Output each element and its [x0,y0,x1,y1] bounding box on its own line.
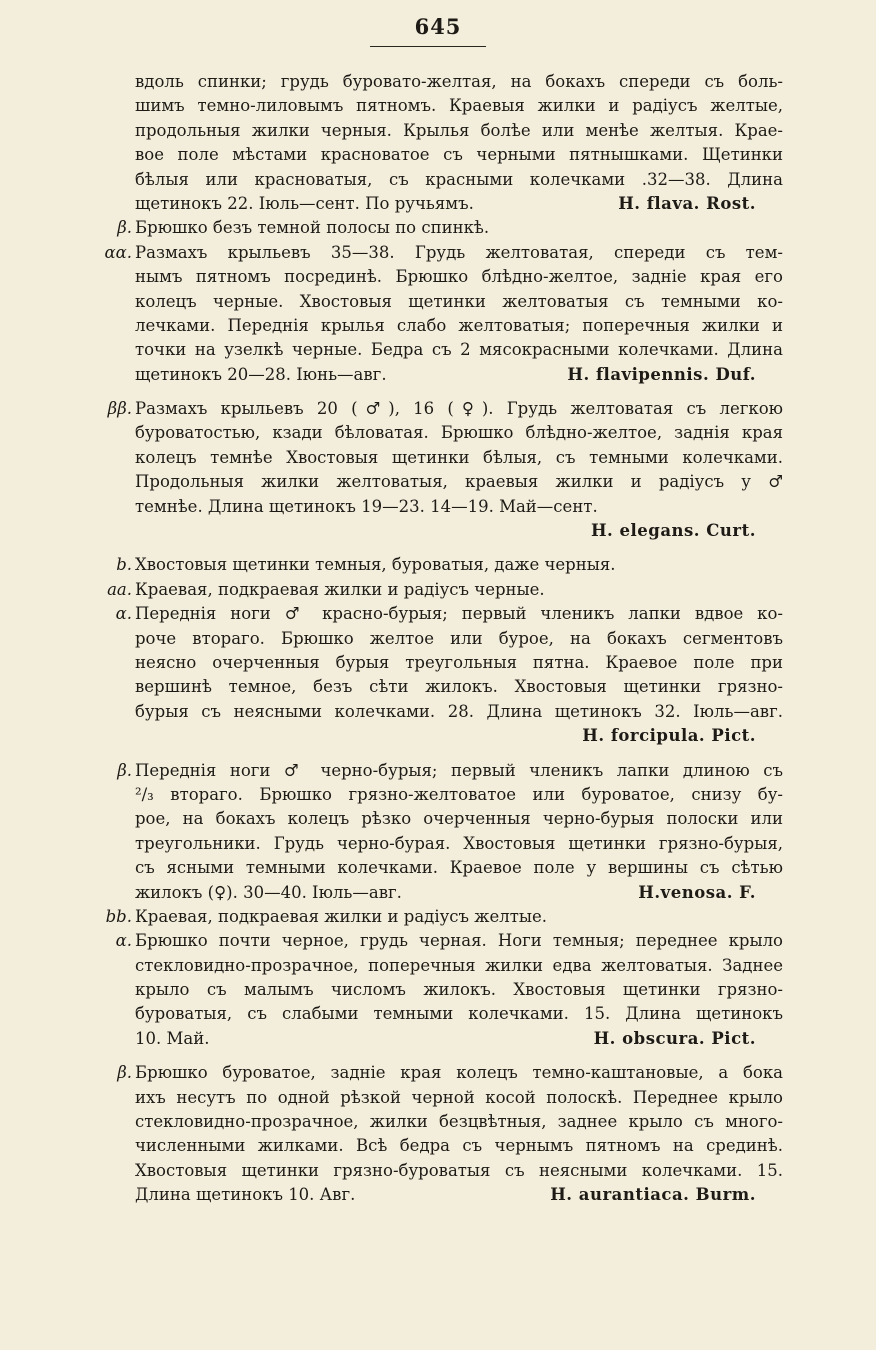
page-number: 645 [414,14,462,39]
paragraph-gap [0,749,876,759]
key-marker: α. [115,604,132,624]
text-line [0,832,876,856]
line-text: лечками. Переднія крылья слабо желтоватыя; поперечныя жилки и [135,315,783,335]
line-text: жилокъ (♀). 30—40. Іюль—авг. [135,882,402,902]
text-line [0,290,876,314]
text-line [0,314,876,338]
text-line [0,700,876,724]
line-text: 10. Май. [135,1028,210,1048]
text-line [0,119,876,143]
line-text: неясно очерченныя бурыя треугольныя пятна. Краевое поле при [135,652,783,672]
text-line [0,421,876,445]
key-marker: b. [116,555,132,575]
text-line [0,1086,876,1110]
line-text: вершинѣ темное, безъ сѣти жилокъ. Хвостовыя щетинки грязно- [135,677,783,697]
text-line [0,856,876,880]
key-marker: ββ. [107,399,132,419]
text-line [0,651,876,675]
line-text: съ ясными темными колечками. Краевое поле у вершины съ сѣтью [135,858,783,878]
text-line [0,94,876,118]
text-line [0,1134,876,1158]
species-name: H. forcipula. Pict. [582,726,756,746]
line-text: Размахъ крыльевъ 20 (♂), 16 (♀). Грудь желтоватая съ легкою [135,399,783,419]
text-line [0,168,876,192]
text-line [0,978,876,1002]
text-line [0,627,876,651]
line-text: численными жилками. Всѣ бедра съ чернымъ пятномъ на срединѣ. [135,1136,783,1156]
key-marker: β. [117,218,132,238]
line-text: колецъ темнѣе Хвостовыя щетинки бѣлыя, съ темными колечками. [135,447,783,467]
text-line [0,241,876,265]
text-line [0,578,876,602]
line-text: Хвостовыя щетинки грязно-буроватыя съ неясными колечками. 15. [135,1160,783,1180]
text-line [0,881,876,905]
text-line [0,338,876,362]
line-text: ²/₃ втораго. Брюшко грязно-желтоватое или буроватое, снизу бу- [135,784,783,804]
line-text: ихъ несутъ по одной рѣзкой черной косой полоскѣ. Переднее крыло [135,1087,783,1107]
text-line [0,1110,876,1134]
text-line [0,807,876,831]
document-body [0,70,876,1208]
species-name: H. obscura. Pict. [593,1028,756,1048]
text-line [0,759,876,783]
text-line [0,905,876,929]
line-text: точки на узелкѣ черные. Бедра съ 2 мясокрасными колечками. Длина [135,340,783,360]
text-line [0,1159,876,1183]
text-line [0,70,876,94]
line-text: Краевая, подкраевая жилки и радіусъ черные. [135,579,545,599]
line-text: Брюшко буроватое, задніе края колецъ темно-каштановые, а бока [135,1063,783,1083]
text-line [0,446,876,470]
key-marker: аа. [107,579,132,599]
line-text: Продольныя жилки желтоватыя, краевыя жилки и радіусъ у ♂ [135,472,783,492]
line-text: Длина щетинокъ 10. Авг. [135,1185,356,1205]
line-text: роче втораго. Брюшко желтое или бурое, на бокахъ сегментовъ [135,628,783,648]
text-line [0,1027,876,1051]
key-marker: bb. [105,906,132,926]
line-text: рое, на бокахъ колецъ рѣзко очерченныя черно-бурыя полоски или [135,809,783,829]
text-line [0,929,876,953]
line-text: бурыя съ неясными колечками. 28. Длина щетинокъ 32. Іюль—авг. [135,701,783,721]
text-line [0,954,876,978]
line-text: крыло съ малымъ числомъ жилокъ. Хвостовыя щетинки грязно- [135,980,783,1000]
line-text: треугольники. Грудь черно-бурая. Хвостовыя щетинки грязно-бурыя, [135,833,783,853]
text-line [0,519,876,543]
line-text: колецъ черные. Хвостовыя щетинки желтоватыя съ темными ко- [135,291,783,311]
species-name: H. flavipennis. Duf. [567,364,756,384]
paragraph-gap [0,543,876,553]
line-text: стекловидно-прозрачное, жилки безцвѣтныя, заднее крыло съ много- [135,1112,783,1132]
text-line [0,783,876,807]
text-line [0,397,876,421]
species-name: H. elegans. Curt. [590,521,756,541]
key-marker: β. [117,1063,132,1083]
line-text: Хвостовыя щетинки темныя, буроватыя, даже черныя. [135,555,616,575]
text-line [0,675,876,699]
line-text: нымъ пятномъ посрединѣ. Брюшко блѣдно-желтое, задніе края его [135,267,783,287]
text-line [0,724,876,748]
text-line [0,1183,876,1207]
line-text: стекловидно-прозрачное, поперечныя жилки едва желтоватыя. Заднее [135,955,783,975]
paragraph-gap [0,387,876,397]
line-text: Переднія ноги ♂ черно-бурыя; первый членикъ лапки длиною съ [135,760,783,780]
text-line [0,192,876,216]
key-marker: β. [117,760,132,780]
species-name: H.venosa. F. [638,882,756,902]
text-line [0,602,876,626]
page-number-rule [370,46,486,47]
line-text: буроватостью, кзади бѣловатая. Брюшко блѣдно-желтое, заднія края [135,423,783,443]
line-text: Переднія ноги ♂ красно-бурыя; первый членикъ лапки вдвое ко- [135,604,783,624]
text-line [0,470,876,494]
line-text: щетинокъ 20—28. Іюнь—авг. [135,364,387,384]
text-line [0,1002,876,1026]
text-line [0,216,876,240]
line-text: шимъ темно-лиловымъ пятномъ. Краевыя жилки и радіусъ желтые, [135,96,783,116]
line-text: темнѣе. Длина щетинокъ 19—23. 14—19. Май—сент. [135,496,598,516]
text-line [0,363,876,387]
line-text: бѣлыя или красноватыя, съ красными колечками .32—38. Длина [135,169,783,189]
text-line [0,1061,876,1085]
line-text: щетинокъ 22. Іюль—сент. По ручьямъ. [135,193,474,213]
text-line [0,495,876,519]
line-text: Краевая, подкраевая жилки и радіусъ желтые. [135,906,547,926]
line-text: Брюшко почти черное, грудь черная. Ноги темныя; переднее крыло [135,931,783,951]
text-line [0,553,876,577]
line-text: продольныя жилки черныя. Крылья болѣе или менѣе желтыя. Крае- [135,120,783,140]
line-text: Размахъ крыльевъ 35—38. Грудь желтоватая, спереди съ тем- [135,242,783,262]
line-text: вое поле мѣстами красноватое съ черными пятнышками. Щетинки [135,145,783,165]
key-marker: αα. [104,242,132,262]
line-text: Брюшко безъ темной полосы по спинкѣ. [135,218,490,238]
key-marker: α. [115,931,132,951]
text-line [0,265,876,289]
species-name: H. flava. Rost. [618,193,756,213]
species-name: H. aurantiaca. Burm. [550,1185,756,1205]
paragraph-gap [0,1051,876,1061]
text-line [0,143,876,167]
line-text: вдоль спинки; грудь буровато-желтая, на бокахъ спереди съ боль- [135,72,783,91]
line-text: буроватыя, съ слабыми темными колечками. 15. Длина щетинокъ [135,1004,783,1024]
